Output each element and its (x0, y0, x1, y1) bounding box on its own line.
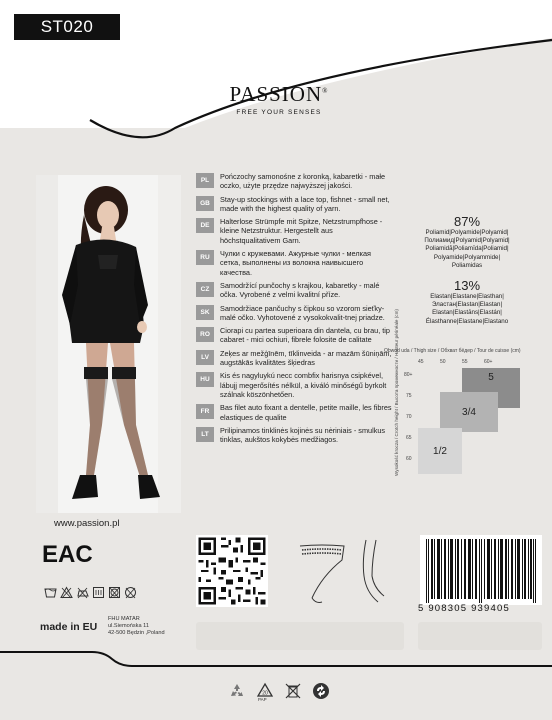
thigh-size-label: Obwód uda / Thigh size / Обхват бёдер / Tour de cuisse (cm) (384, 348, 521, 354)
composition-line: Эластан|Elastan|Elastan| (431, 301, 503, 309)
size-label: 3/4 (462, 406, 476, 418)
height-tick: 60 (406, 456, 412, 462)
lang-text: Ciorapi cu partea superioara din dantela, cu brau, tip cabaret - mici ochiuri, fibrele folosite de calitate (220, 326, 390, 345)
website-url[interactable]: www.passion.pl (54, 518, 120, 529)
brand-tagline: FREE YOUR SENSES (236, 109, 322, 116)
barcode-number: 5 908305 939405 (418, 603, 510, 614)
lang-row-hu (196, 371, 392, 399)
height-tick: 80+ (404, 372, 413, 378)
lang-text: Stay-up stockings with a lace top, fishnet - small net, made with the highest quality of yarn. (220, 194, 390, 213)
lang-code: FR (196, 404, 214, 419)
lang-text: Samodržiace pančuchy s čipkou so vzorom sieťky- malé očko. Vyhotovené z vysokokvalit-tnej priadze. (220, 303, 385, 322)
qr-code[interactable] (196, 535, 268, 607)
lang-code: SK (196, 305, 214, 320)
lang-code: RO (196, 327, 214, 342)
lang-code: DE (196, 218, 214, 233)
thigh-tick: 50 (440, 359, 446, 365)
brand-logo (224, 82, 334, 116)
bin-icon (284, 682, 302, 700)
pap-icon (256, 682, 274, 700)
recycling-symbols (228, 682, 330, 700)
brand-name: PASSION (229, 82, 323, 106)
height-tick: 70 (406, 414, 412, 420)
care-dryclean-icon (92, 586, 105, 599)
lang-row-gb (196, 195, 392, 214)
manufacturer-line: FHU MATAR (108, 616, 140, 622)
composition-line: Elastan|Elastāns|Elastán| (432, 309, 502, 317)
lang-text: Halterlose Strümpfe mit Spitze, Netzstrumpfhose - kleine Netzstruktur. Hergestellt aus höchstqualitativem Garn. (220, 217, 383, 245)
composition-polyamide (392, 214, 542, 270)
thigh-tick: 55 (462, 359, 468, 365)
composition-line: Poliamidă|Poliamīda|Poliamid| (425, 245, 509, 253)
composition-percent: 13% (453, 278, 481, 293)
size-block-1-2 (418, 428, 462, 474)
composition-line: Полиамид|Polyamid|Polyamid| (424, 237, 510, 245)
composition-line: Poliamidas (451, 261, 483, 269)
lang-code: RU (196, 250, 214, 265)
lang-row-fr (196, 403, 392, 422)
lang-code: CZ (196, 282, 214, 297)
product-photo (36, 175, 181, 513)
lang-code: HU (196, 372, 214, 387)
barcode (420, 535, 542, 605)
brand-reg-mark: ® (322, 87, 329, 95)
stocking-legs-icon (292, 536, 392, 608)
care-symbols (44, 586, 137, 599)
lang-row-de (196, 217, 392, 245)
composition-line: Poliamid|Polyamide|Polyamid| (425, 229, 509, 236)
composition-line: Élasthanne|Elastane|Elastano (425, 317, 509, 325)
lang-text: Samodržící punčochy s krajkou, kabaretky - malé očka. Vyrobené z velmi kvalitní příze. (220, 280, 380, 300)
svg-text:EAC: EAC (42, 541, 93, 568)
recycle-icon (228, 682, 246, 700)
lang-text: Pończochy samonośne z koronką, kabaretki - małe oczko, użyte przędze najwyższej jakości. (220, 172, 386, 191)
care-nobleach-icon (60, 586, 73, 599)
thigh-tick: 60+ (484, 359, 493, 365)
care-wash-icon (44, 586, 57, 599)
pap-caption: PAP (258, 697, 267, 702)
footer-curve (0, 645, 552, 675)
lang-code: LT (196, 427, 214, 442)
size-label: 5 (488, 372, 494, 383)
crotch-height-label: Wysokość krocza / Crotch height / Высота промежности / Hauteur périnéale (cm) (394, 309, 399, 476)
svg-text:20: 20 (262, 690, 268, 697)
height-tick: 65 (406, 435, 412, 441)
lang-text: Kis és nagyluykú necc combfix harisnya csipkével, lábujj megerősítés nélkül, a kiváló minőségű byrkolt szálnak köszönhetően. (220, 371, 387, 399)
lang-row-ru (196, 249, 392, 277)
lang-code: GB (196, 196, 214, 211)
care-noiron-icon (76, 586, 89, 599)
manufacturer-line: ul.Siemońska 11 (108, 623, 149, 629)
lang-code: PL (196, 173, 214, 188)
composition-line: Elastan|Elastane|Elasthan| (430, 293, 504, 300)
eac-icon (42, 540, 93, 568)
lang-row-lv (196, 349, 392, 368)
size-block-3-4 (440, 392, 498, 432)
product-code-badge: ST020 (14, 14, 120, 40)
care-notumble-icon (108, 586, 121, 599)
manufacturer-line: 42-500 Będzin ,Poland (108, 630, 165, 636)
lang-row-pl (196, 172, 392, 191)
language-descriptions (196, 172, 392, 448)
lang-text: Prilipinamos tinklinės kojinės su nėriniais - smulkus tinklas, aukštos kokybės medžiagos. (220, 425, 386, 445)
lang-text: Bas filet auto fixant a dentelle, petite maille, les fibres elastiques de qualite (220, 403, 392, 422)
manufacturer-address (108, 616, 165, 637)
lang-row-sk (196, 304, 392, 323)
lang-text: Zeķes ar mežģīnēm, tīklinveida - ar mazām šūniņām, augstākās kvalitātes šķiedras (220, 348, 392, 368)
lang-row-lt (196, 426, 392, 445)
composition-elastane (392, 278, 542, 326)
lang-row-ro (196, 326, 392, 345)
lang-row-cz (196, 281, 392, 300)
model-illustration (36, 175, 181, 513)
composition-percent: 87% (453, 214, 481, 229)
composition-line: Polyamide|Polyammide| (433, 253, 501, 261)
height-tick: 75 (406, 393, 412, 399)
care-nodryclean-icon (124, 586, 137, 599)
green-dot-icon (312, 682, 330, 700)
thigh-tick: 45 (418, 359, 424, 365)
lang-text: Чулки с кружевами. Ажурные чулки - мелкая сетка, выполнены из волокна наивысшего качества. (220, 249, 371, 277)
size-label: 1/2 (433, 445, 447, 457)
lang-code: LV (196, 350, 214, 365)
made-in-label: made in EU (40, 621, 98, 633)
